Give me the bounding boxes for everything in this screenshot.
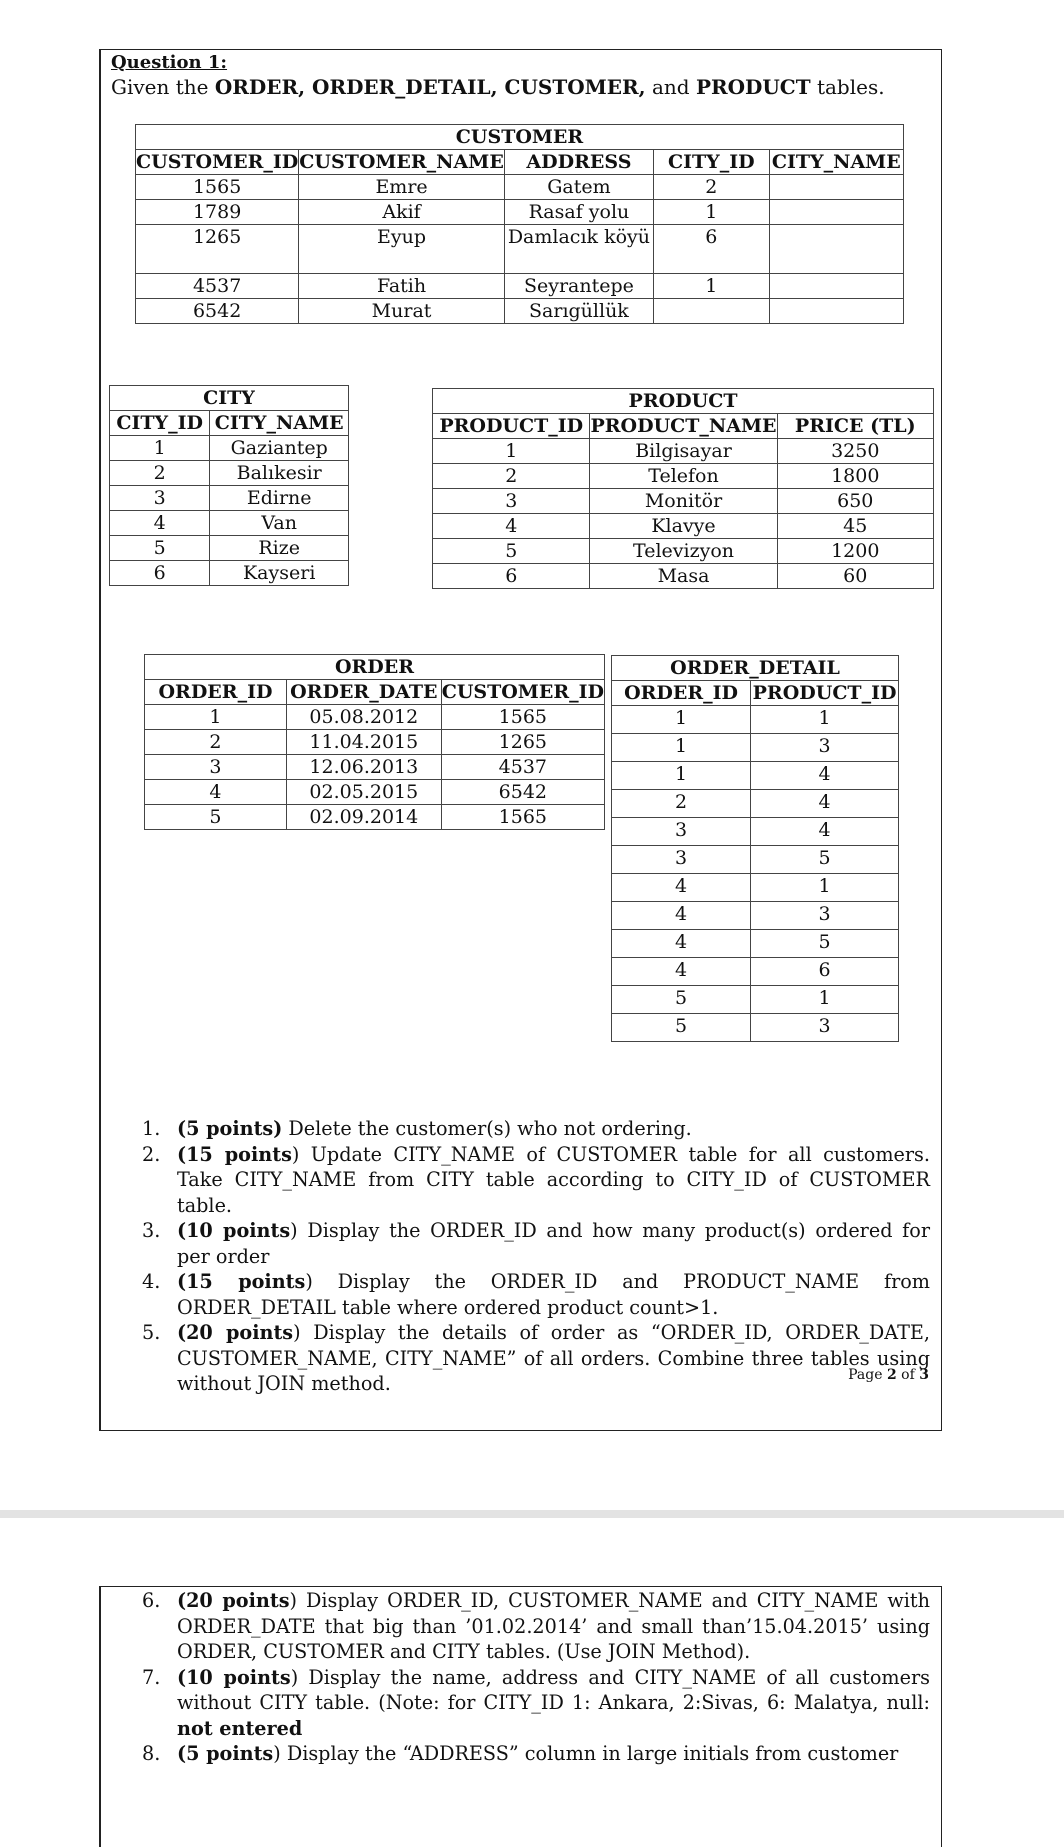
table-cell: 6542 <box>441 780 604 805</box>
table-cell: 5 <box>751 930 899 958</box>
table-cell: 4 <box>612 902 751 930</box>
table-cell: Akif <box>299 200 505 225</box>
task-text: ) Display the “ADDRESS” column in large initials from customer <box>273 1742 899 1765</box>
column-header: CITY_NAME <box>769 150 903 175</box>
table-row <box>433 439 934 464</box>
table-cell: 1265 <box>136 225 299 274</box>
task-item <box>120 1665 930 1742</box>
task-number: 3. <box>142 1219 161 1242</box>
column-header: ORDER_ID <box>612 681 751 706</box>
table-cell <box>654 299 770 324</box>
table-cell: Televizyon <box>590 539 777 564</box>
table-cell: 3 <box>751 902 899 930</box>
table-cell: 1 <box>433 439 590 464</box>
task-text: ) Display the details of order as “ORDER_ID, ORDER_DATE, CUSTOMER_NAME, CITY_NAME” of all orders. Combine three tables using without JOIN method. <box>177 1321 930 1395</box>
task-number: 7. <box>142 1665 161 1689</box>
column-header: CUSTOMER_ID <box>136 151 299 173</box>
task-number: 6. <box>142 1589 161 1612</box>
task-item <box>120 1142 930 1219</box>
table-row <box>136 274 904 299</box>
table-cell: 6 <box>110 561 210 586</box>
page-number: Page 2 of 3 <box>848 1367 929 1383</box>
table-cell: 6 <box>751 958 899 986</box>
task-points: (10 points <box>177 1219 291 1242</box>
table-cell: 1 <box>145 705 287 730</box>
table-cell: 1 <box>751 706 899 734</box>
task-number: 8. <box>142 1742 161 1765</box>
task-points: (15 points <box>177 1270 306 1293</box>
table-cell: 4 <box>751 762 899 790</box>
table-row <box>612 706 899 734</box>
table-cell: Sarıgüllük <box>504 299 653 324</box>
order-table <box>144 654 605 830</box>
product-table <box>432 388 934 589</box>
task-text: ) Display the ORDER_ID and PRODUCT_NAME from ORDER_DETAIL table where ordered product count>1. <box>177 1270 930 1319</box>
table-cell: 1 <box>612 762 751 790</box>
task-item <box>120 1741 930 1767</box>
table-cell: Van <box>210 511 349 536</box>
table-cell: 4 <box>433 514 590 539</box>
task-number: 1. <box>142 1117 161 1140</box>
table-row <box>433 464 934 489</box>
task-list-page-3 <box>120 1588 930 1767</box>
table-row <box>136 299 904 324</box>
table-cell: 1789 <box>136 200 299 225</box>
table-cell <box>769 299 903 324</box>
task-text: ) Display ORDER_ID, CUSTOMER_NAME and CITY_NAME with ORDER_DATE that big than ’01.02.2014’ and small than’15.04.2015’ using ORDER, CUSTOMER and CITY tables. (Use JOIN Method). <box>177 1589 930 1663</box>
table-cell: Eyup <box>299 225 505 274</box>
table-cell: 02.09.2014 <box>286 805 441 830</box>
table-cell: 1 <box>654 200 770 225</box>
table-cell: 4 <box>751 818 899 846</box>
city-table <box>109 385 349 586</box>
table-row <box>612 986 899 1014</box>
table-row <box>612 734 899 762</box>
table-row <box>136 225 904 274</box>
table-cell: 5 <box>110 536 210 561</box>
order-detail-table <box>611 655 899 1042</box>
table-cell: 2 <box>433 464 590 489</box>
table-caption: ORDER <box>145 655 605 680</box>
task-points: (20 points <box>177 1589 290 1612</box>
table-row <box>433 514 934 539</box>
table-cell: 12.06.2013 <box>286 755 441 780</box>
table-row <box>110 536 349 561</box>
column-header: PRODUCT_NAME <box>590 415 777 437</box>
task-points: (5 points) <box>177 1117 283 1140</box>
table-cell: Bilgisayar <box>590 439 777 464</box>
table-caption: PRODUCT <box>433 389 934 414</box>
column-header: CUSTOMER_ID <box>441 681 604 703</box>
table-row <box>612 930 899 958</box>
column-header: PRICE (TL) <box>777 414 933 439</box>
table-cell: 1 <box>612 706 751 734</box>
table-row <box>612 902 899 930</box>
table-cell: 1 <box>612 734 751 762</box>
column-header: PRODUCT_ID <box>751 681 899 706</box>
column-header: ADDRESS <box>504 150 653 175</box>
table-cell: 3 <box>612 846 751 874</box>
table-row <box>433 489 934 514</box>
table-cell: 2 <box>612 790 751 818</box>
table-row <box>110 511 349 536</box>
table-cell: 1565 <box>441 705 604 730</box>
table-cell: 4537 <box>441 755 604 780</box>
table-row <box>110 486 349 511</box>
task-emphasis: not entered <box>177 1716 303 1740</box>
table-cell: 3 <box>433 489 590 514</box>
customer-table <box>135 124 904 324</box>
table-row <box>612 1014 899 1042</box>
table-cell: 3 <box>751 1014 899 1042</box>
table-caption: CITY <box>110 386 349 411</box>
table-cell: 4 <box>612 958 751 986</box>
table-cell: Balıkesir <box>210 461 349 486</box>
table-cell: Fatih <box>299 274 505 299</box>
task-item <box>120 1588 930 1665</box>
column-header: ORDER_DATE <box>286 680 441 705</box>
table-row <box>612 874 899 902</box>
question-intro: Given the ORDER, ORDER_DETAIL, CUSTOMER, and PRODUCT tables. <box>111 75 885 99</box>
table-row <box>110 461 349 486</box>
task-points: (15 points <box>177 1142 292 1166</box>
table-row <box>612 790 899 818</box>
table-cell: 11.04.2015 <box>286 730 441 755</box>
table-cell: 4 <box>612 874 751 902</box>
table-cell: 3 <box>751 734 899 762</box>
table-cell: Damlacık köyü <box>504 225 653 274</box>
table-row <box>612 762 899 790</box>
table-cell: 5 <box>751 846 899 874</box>
table-cell: Emre <box>299 175 505 200</box>
table-cell: 5 <box>145 805 287 830</box>
task-points: (10 points <box>177 1665 291 1689</box>
table-cell: 1565 <box>441 805 604 830</box>
table-cell: 2 <box>110 461 210 486</box>
table-cell: 3 <box>612 818 751 846</box>
table-cell: 1 <box>751 986 899 1014</box>
task-points: (5 points <box>177 1742 274 1765</box>
table-cell: Monitör <box>590 489 777 514</box>
table-row <box>145 730 605 755</box>
table-cell: 4 <box>110 511 210 536</box>
table-cell: Telefon <box>590 464 777 489</box>
table-cell: 60 <box>777 564 933 589</box>
table-cell: 1 <box>110 436 210 461</box>
table-cell: 5 <box>433 539 590 564</box>
column-header: ORDER_ID <box>145 680 287 705</box>
table-cell: 6 <box>433 564 590 589</box>
table-row <box>145 780 605 805</box>
question-title: Question 1: <box>111 52 228 73</box>
table-cell: 05.08.2012 <box>286 705 441 730</box>
table-cell: 1200 <box>777 539 933 564</box>
column-header: PRODUCT_ID <box>433 414 590 439</box>
table-cell: Gaziantep <box>210 436 349 461</box>
table-cell: 1565 <box>136 175 299 200</box>
table-cell: Edirne <box>210 486 349 511</box>
table-row <box>145 755 605 780</box>
table-caption: CUSTOMER <box>136 125 904 150</box>
table-row <box>136 200 904 225</box>
column-header: CITY_ID <box>654 150 770 175</box>
task-item <box>120 1320 930 1397</box>
table-cell: 3250 <box>777 439 933 464</box>
task-text: ) Display the name, address and CITY_NAME of all customers without CITY table. (Note: for CITY_ID 1: Ankara, 2:Sivas, 6: Malatya, null: <box>177 1665 930 1714</box>
table-cell: Gatem <box>504 175 653 200</box>
table-cell: 1265 <box>441 730 604 755</box>
task-text: Delete the customer(s) who not ordering. <box>282 1117 692 1140</box>
task-points: (20 points <box>177 1321 294 1344</box>
task-number: 4. <box>142 1270 161 1293</box>
task-list-page-2 <box>120 1116 930 1397</box>
table-row <box>110 436 349 461</box>
table-cell: Masa <box>590 564 777 589</box>
table-row <box>433 539 934 564</box>
table-cell: 5 <box>612 986 751 1014</box>
table-cell: Seyrantepe <box>504 274 653 299</box>
task-number: 5. <box>142 1321 161 1344</box>
table-row <box>612 846 899 874</box>
task-text: ) Update CITY_NAME of CUSTOMER table for all customers. Take CITY_NAME from CITY table according to CITY_ID of CUSTOMER table. <box>177 1142 930 1217</box>
table-row <box>612 958 899 986</box>
table-cell: 1 <box>654 274 770 299</box>
task-number: 2. <box>142 1142 161 1166</box>
table-cell: 1 <box>751 874 899 902</box>
table-cell: 45 <box>777 514 933 539</box>
table-cell: 5 <box>612 1014 751 1042</box>
table-cell: Kayseri <box>210 561 349 586</box>
table-row <box>145 805 605 830</box>
table-cell <box>769 175 903 200</box>
table-cell: 2 <box>654 175 770 200</box>
table-cell <box>769 225 903 274</box>
table-caption: ORDER_DETAIL <box>612 656 899 681</box>
column-header: CITY_ID <box>110 411 210 436</box>
table-cell: 650 <box>777 489 933 514</box>
table-cell: Klavye <box>590 514 777 539</box>
column-header: CITY_NAME <box>210 411 349 436</box>
table-cell: 4 <box>612 930 751 958</box>
table-row <box>136 175 904 200</box>
table-cell: Rize <box>210 536 349 561</box>
table-cell <box>769 200 903 225</box>
table-cell: Murat <box>299 299 505 324</box>
task-item <box>120 1116 930 1142</box>
table-cell: 3 <box>145 755 287 780</box>
page-separator <box>0 1510 1064 1518</box>
table-row <box>612 818 899 846</box>
table-row <box>145 705 605 730</box>
table-cell: 4537 <box>136 274 299 299</box>
table-cell: 4 <box>751 790 899 818</box>
table-cell: 3 <box>110 486 210 511</box>
table-cell: 2 <box>145 730 287 755</box>
table-cell: 6 <box>654 225 770 274</box>
task-text: ) Display the ORDER_ID and how many product(s) ordered for per order <box>177 1219 930 1268</box>
column-header: CUSTOMER_NAME <box>299 151 504 173</box>
table-cell: 4 <box>145 780 287 805</box>
table-cell: 6542 <box>136 299 299 324</box>
table-row <box>110 561 349 586</box>
table-cell <box>769 274 903 299</box>
table-cell: Rasaf yolu <box>504 200 653 225</box>
task-item <box>120 1269 930 1320</box>
task-item <box>120 1218 930 1269</box>
table-row <box>433 564 934 589</box>
table-cell: 02.05.2015 <box>286 780 441 805</box>
table-cell: 1800 <box>777 464 933 489</box>
